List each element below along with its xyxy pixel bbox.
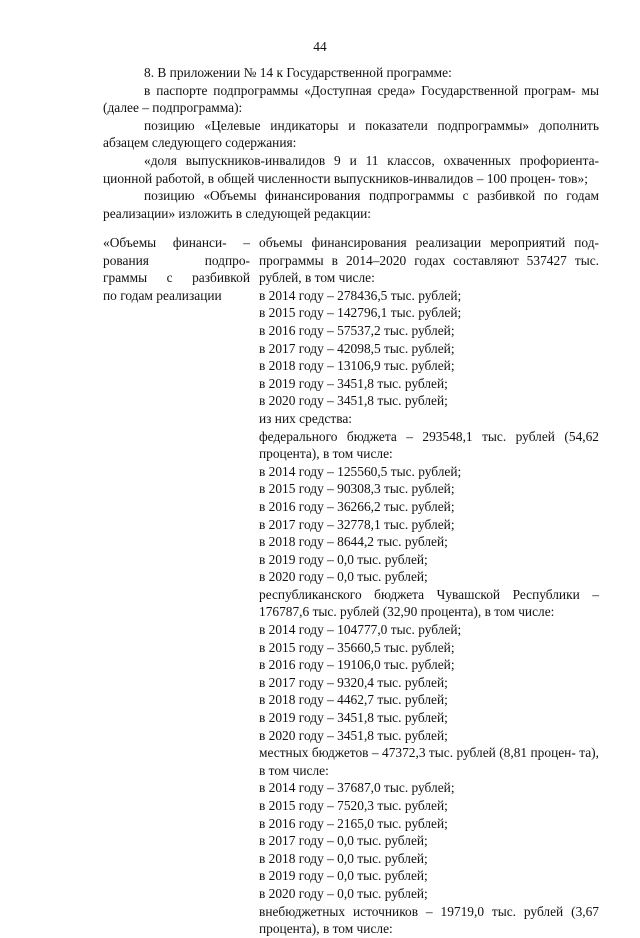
paragraph: позицию «Объемы финансирования подпрограммы с разбивкой по годам реализации» изложить в следующей редакции: (103, 188, 599, 221)
financing-year-line: в 2017 году – 9320,4 тыс. рублей; (259, 674, 448, 690)
intro-text (103, 64, 599, 222)
financing-year-line: в 2016 году – 36266,2 тыс. рублей; (259, 498, 455, 514)
paragraph: 8. В приложении № 14 к Государственной программе: (144, 65, 452, 80)
financing-value-cell (259, 234, 599, 938)
financing-year-line: в 2017 году – 42098,5 тыс. рублей; (259, 340, 455, 356)
financing-year-line: в 2017 году – 32778,1 тыс. рублей; (259, 516, 455, 532)
page-number: 44 (313, 39, 327, 54)
financing-year-line: в 2016 году – 19106,0 тыс. рублей; (259, 657, 455, 673)
label-line: «Объемы финанси- – (103, 235, 250, 250)
label-line: рования подпро- (103, 252, 250, 268)
financing-year-line: в 2018 году – 4462,7 тыс. рублей; (259, 692, 448, 708)
financing-paragraph: республиканского бюджета Чувашской Республики – 176787,6 тыс. рублей (32,90 процента), в том числе: (259, 586, 599, 620)
financing-year-line: в 2020 году – 0,0 тыс. рублей; (259, 569, 428, 585)
label-line: по годам реализации (103, 287, 222, 303)
financing-year-line: в 2015 году – 90308,3 тыс. рублей; (259, 481, 455, 497)
financing-label-cell (103, 234, 250, 304)
financing-paragraph: федерального бюджета – 293548,1 тыс. рублей (54,62 процента), в том числе: (259, 428, 599, 462)
paragraph: в паспорте подпрограммы «Доступная среда» Государственной програм- мы (далее – подпрограмма): (103, 82, 599, 116)
financing-year-line: в 2020 году – 3451,8 тыс. рублей; (259, 393, 448, 409)
financing-year-line: из них средства: (259, 410, 353, 426)
financing-year-line: в 2019 году – 3451,8 тыс. рублей; (259, 375, 448, 391)
financing-year-line: в 2014 году – 125560,5 тыс. рублей; (259, 463, 462, 479)
financing-year-line: в 2015 году – 35660,5 тыс. рублей; (259, 639, 455, 655)
financing-year-line: в 2015 году – 142796,1 тыс. рублей; (259, 305, 462, 321)
financing-year-line: в 2016 году – 57537,2 тыс. рублей; (259, 322, 455, 338)
financing-year-line: в 2014 году – 104777,0 тыс. рублей; (259, 622, 462, 638)
financing-paragraph: объемы финансирования реализации мероприятий под- программы в 2014–2020 годах составляют 537427 тыс. рублей, в том числе: (259, 235, 599, 286)
financing-paragraph: внебюджетных источников – 19719,0 тыс. рублей (3,67 процента), в том числе: (259, 903, 599, 937)
financing-year-line: в 2014 году – 278436,5 тыс. рублей; (259, 287, 462, 303)
label-line: граммы с разбивкой (103, 270, 250, 286)
financing-year-line: в 2017 году – 0,0 тыс. рублей; (259, 833, 428, 849)
financing-year-line: в 2018 году – 13106,9 тыс. рублей; (259, 358, 455, 374)
financing-paragraph: местных бюджетов – 47372,3 тыс. рублей (8,81 процен- та), в том числе: (259, 745, 599, 778)
financing-year-line: в 2019 году – 3451,8 тыс. рублей; (259, 710, 448, 726)
financing-year-line: в 2020 году – 0,0 тыс. рублей; (259, 885, 428, 901)
financing-year-line: в 2019 году – 0,0 тыс. рублей; (259, 551, 428, 567)
financing-year-line: в 2018 году – 8644,2 тыс. рублей; (259, 534, 448, 550)
paragraph: позицию «Целевые индикаторы и показатели подпрограммы» дополнить абзацем следующего содержания: (103, 117, 599, 151)
paragraph: «доля выпускников-инвалидов 9 и 11 классов, охваченных профориента- ционной работой, в общей численности выпускников-инвалидов – 100 процен- тов»; (103, 152, 599, 186)
financing-year-line: в 2020 году – 3451,8 тыс. рублей; (259, 727, 448, 743)
financing-year-line: в 2014 году – 37687,0 тыс. рублей; (259, 780, 455, 796)
financing-year-line: в 2015 году – 7520,3 тыс. рублей; (259, 798, 448, 813)
financing-year-line: в 2016 году – 2165,0 тыс. рублей; (259, 815, 448, 831)
financing-year-line: в 2019 году – 0,0 тыс. рублей; (259, 868, 428, 884)
financing-year-line: в 2018 году – 0,0 тыс. рублей; (259, 850, 428, 866)
